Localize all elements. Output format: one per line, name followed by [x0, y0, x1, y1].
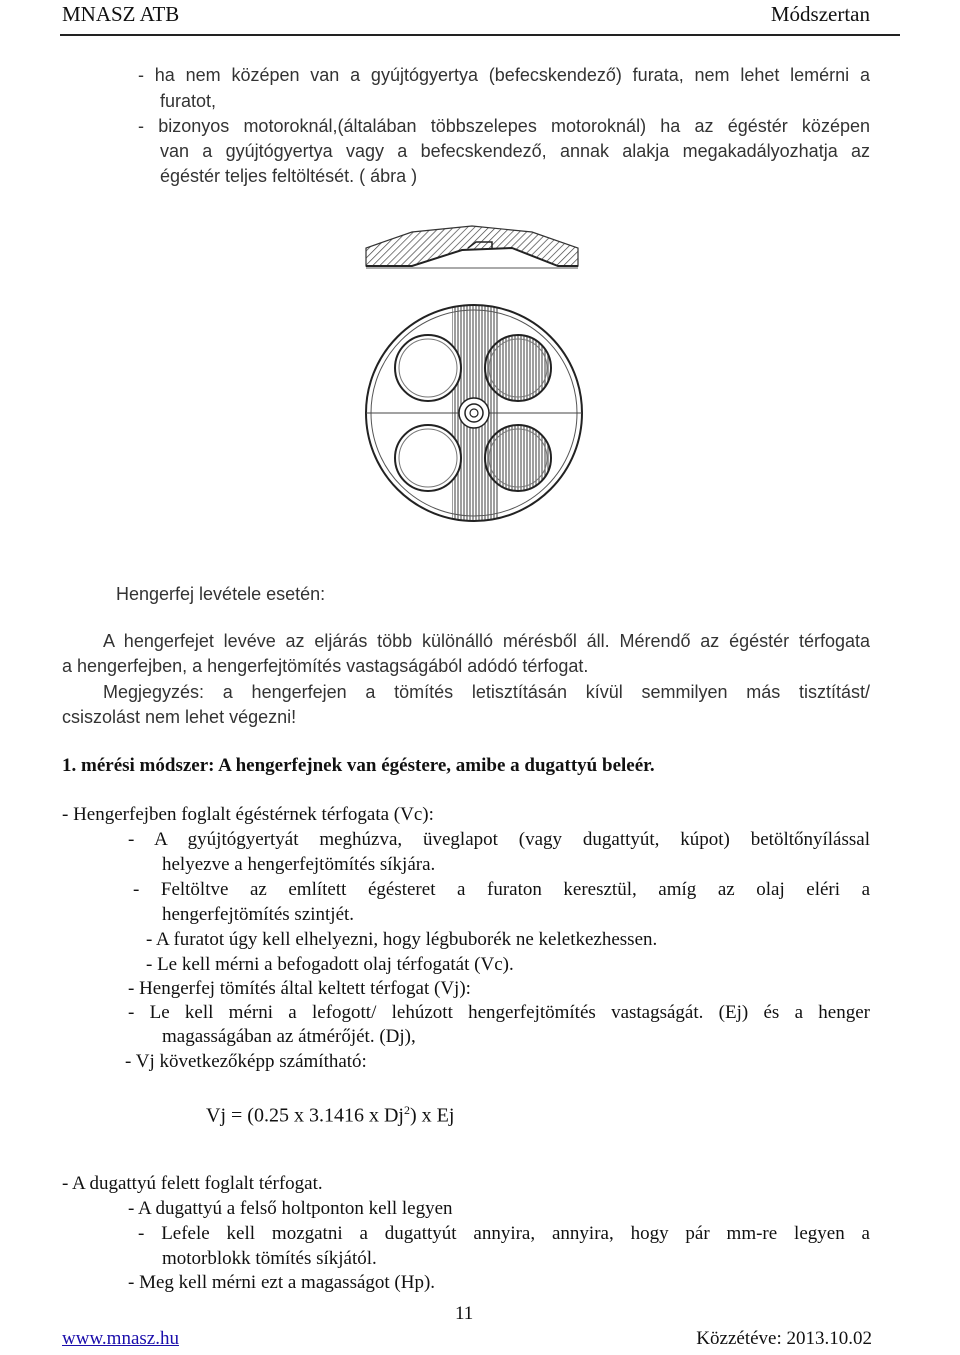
step-4: - Le kell mérni a befogadott olaj térfogatát (Vc). — [146, 954, 514, 975]
combustion-chamber-figure — [352, 208, 592, 538]
bullet-2-line-1: - bizonyos motoroknál,(általában többszelepes motoroknál) ha az égéstér középen — [138, 116, 870, 136]
plan-view-drawing — [366, 305, 582, 521]
para-1-line-2: a hengerfejben, a hengerfejtömítés vastagságából adódó térfogat. — [62, 656, 589, 676]
bullet-2-line-3: égéstér teljes feltöltését. ( ábra ) — [160, 166, 418, 186]
bullet-2-line-2: van a gyújtógyertya vagy a befecskendező, annak alakja megakadályozhatja az — [160, 141, 870, 161]
bullet-1-line-1: - ha nem középen van a gyújtógyertya (befecskendező) furata, nem lehet lemérni a — [138, 65, 870, 85]
step-5-line-2: magasságában az átmérőjét. (Dj), — [162, 1026, 416, 1047]
vc-heading: - Hengerfejben foglalt égéstérnek térfogata (Vc): — [62, 804, 434, 825]
page-number: 11 — [455, 1303, 474, 1324]
formula-part-a: Vj = (0.25 x 3.1416 x Dj — [206, 1104, 404, 1127]
footer-url-link[interactable]: www.mnasz.hu — [62, 1328, 179, 1349]
bullet-1-line-2: furatot, — [160, 91, 217, 111]
step-2-line-1: - Feltöltve az említett égésteret a furaton keresztül, amíg az olaj eléri a — [133, 879, 870, 900]
step-2-line-2: hengerfejtömítés szintjét. — [162, 904, 355, 925]
cross-section-drawing — [366, 226, 578, 268]
step-6: - Vj következőképp számítható: — [125, 1051, 367, 1072]
step-1-line-1: - A gyújtógyertyát meghúzva, üveglapot (vagy dugattyút, kúpot) betöltőnyílással — [128, 829, 870, 850]
step-3: - A furatot úgy kell elhelyezni, hogy légbuborék ne keletkezhessen. — [146, 929, 658, 950]
piston-step-2-line-1: - Lefele kell mozgatni a dugattyút annyira, annyira, hogy pár mm-re legyen a — [138, 1223, 870, 1244]
vj-heading: - Hengerfej tömítés által keltett térfogat (Vj): — [128, 978, 471, 999]
piston-heading: - A dugattyú felett foglalt térfogat. — [62, 1173, 323, 1194]
piston-step-2-line-2: motorblokk tömítés síkjától. — [162, 1248, 377, 1269]
header-left: MNASZ ATB — [62, 2, 180, 26]
footer-published: Közzétéve: 2013.10.02 — [696, 1328, 872, 1349]
formula-part-b: ) x Ej — [409, 1104, 455, 1127]
header-right: Módszertan — [770, 2, 870, 26]
header-rule — [60, 34, 900, 36]
page-header — [0, 0, 960, 38]
para-1-line-1: A hengerfejet levéve az eljárás több különálló mérésből áll. Mérendő az égéstér térfogata — [103, 631, 870, 651]
para-2-line-1: Megjegyzés: a hengerfejen a tömítés letisztításán kívül semmilyen más tisztítást/ — [103, 682, 870, 702]
formula-exponent: 2 — [403, 1103, 410, 1117]
section-heading: Hengerfej levétele esetén: — [116, 584, 326, 604]
method-title: 1. mérési módszer: A hengerfejnek van égéstere, amibe a dugattyú beleér. — [62, 755, 655, 776]
step-5-line-1: - Le kell mérni a lefogott/ lehúzott hengerfejtömítés vastagságát. (Ej) és a henger — [128, 1002, 870, 1023]
vj-formula — [206, 1096, 454, 1130]
piston-step-3: - Meg kell mérni ezt a magasságot (Hp). — [128, 1272, 436, 1293]
para-2-line-2: csiszolást nem lehet végezni! — [62, 707, 297, 727]
piston-step-1: - A dugattyú a felső holtponton kell legyen — [128, 1198, 453, 1219]
step-1-line-2: helyezve a hengerfejtömítés síkjára. — [162, 854, 436, 875]
